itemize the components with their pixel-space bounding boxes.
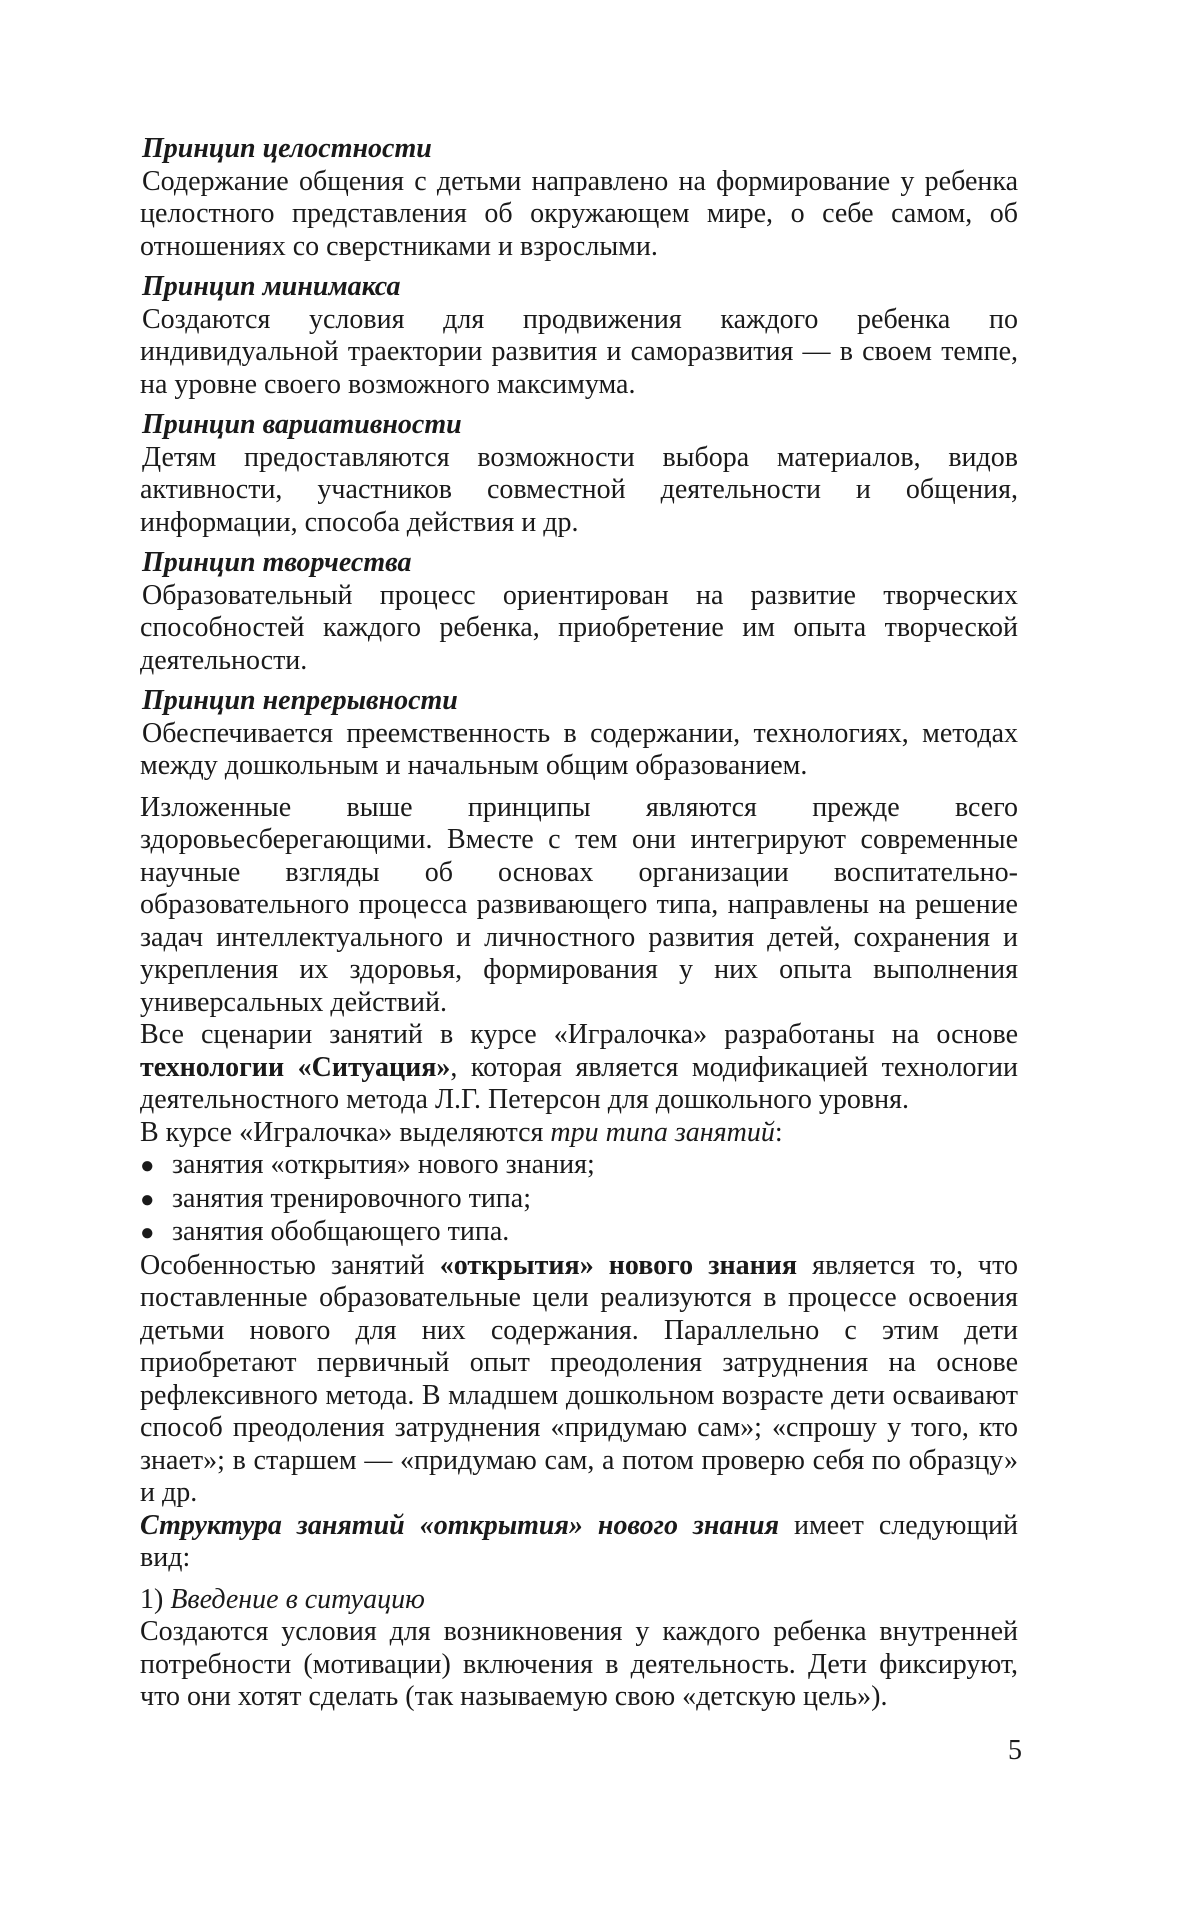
- principle-title: Принцип целостности: [142, 133, 432, 164]
- types-intro: В курсе «Игралочка» выделяются три типа занятий:: [140, 1116, 783, 1148]
- lesson-types-list: [140, 1149, 1018, 1250]
- structure-paragraph: Структура занятий «открытия» нового знания имеет следующий вид:: [140, 1509, 1018, 1573]
- bullet-icon: ●: [140, 1220, 155, 1246]
- bullet-icon: ●: [140, 1186, 155, 1213]
- principle-text: Детям предоставляются возможности выбора материалов, видов активности, участников совместной деятельности и общения, информации, способа действия и др.: [140, 441, 1018, 538]
- principle-text: Образовательный процесс ориентирован на развитие творческих способностей каждого ребенка, приобретение им опыта творческой деятельности.: [140, 579, 1018, 676]
- principle-title: Принцип творчества: [142, 547, 412, 578]
- step-heading: 1) Введение в ситуацию: [140, 1583, 425, 1615]
- list-item: ● занятия «открытия» нового знания;: [140, 1149, 1018, 1183]
- step-text: Создаются условия для возникновения у каждого ребенка внутренней потребности (мотивации) включения в деятельность. Дети фиксируют, что они хотят сделать (так называемую свою «детскую цель»).: [140, 1616, 1018, 1712]
- principle-title: Принцип вариативности: [142, 409, 462, 440]
- principle-text: Содержание общения с детьми направлено на формирование у ребенка целостного представления об окружающем мире, о себе самом, об отношениях со сверстниками и взрослыми.: [140, 165, 1018, 262]
- bullet-icon: ●: [140, 1153, 155, 1179]
- feature-paragraph: Особенностью занятий «открытия» нового знания является то, что поставленные образовательные цели реализуются в процессе освоения детьми нового для них содержания. Параллельно с этим дети приобретают первичный опыт преодоления затруднения на основе рефлексивного метода. В младшем дошкольном возрасте дети осваивают способ преодоления затруднения «придумаю сам»; «спрошу у того, кто знает»; в старшем — «придумаю сам, а потом проверю себя по образцу» и др.: [140, 1249, 1019, 1508]
- list-item: ● занятия обобщающего типа.: [140, 1216, 1018, 1250]
- principle-title: Принцип минимакса: [142, 271, 401, 302]
- page-number: 5: [1008, 1735, 1022, 1766]
- summary-paragraph: Изложенные выше принципы являются прежде всего здоровьесберегающими. Вместе с тем они интегрируют современные научные взгляды об основах организации воспитательно-образовательного процесса развивающего типа, направлены на решение задач интеллектуального и личностного развития детей, сохранения и укрепления их здоровья, формирования у них опыта выполнения универсальных действий.: [140, 791, 1018, 1018]
- technology-name: технологии «Ситуация»: [140, 1051, 451, 1083]
- list-item: ● занятия тренировочного типа;: [140, 1183, 1018, 1217]
- principle-text: Обеспечивается преемственность в содержании, технологиях, методах между дошкольным и начальным общим образованием.: [140, 717, 1018, 781]
- scenarios-paragraph: Все сценарии занятий в курсе «Игралочка» разработаны на основе технологии «Ситуация», которая является модификацией технологии деятельностного метода Л.Г. Петерсон для дошкольного уровня.: [140, 1019, 1018, 1115]
- principle-text: Создаются условия для продвижения каждого ребенка по индивидуальной траектории развития и саморазвития — в своем темпе, на уровне своего возможного максимума.: [140, 303, 1018, 400]
- page-content: [140, 133, 1018, 1714]
- principle-title: Принцип непрерывности: [142, 685, 458, 716]
